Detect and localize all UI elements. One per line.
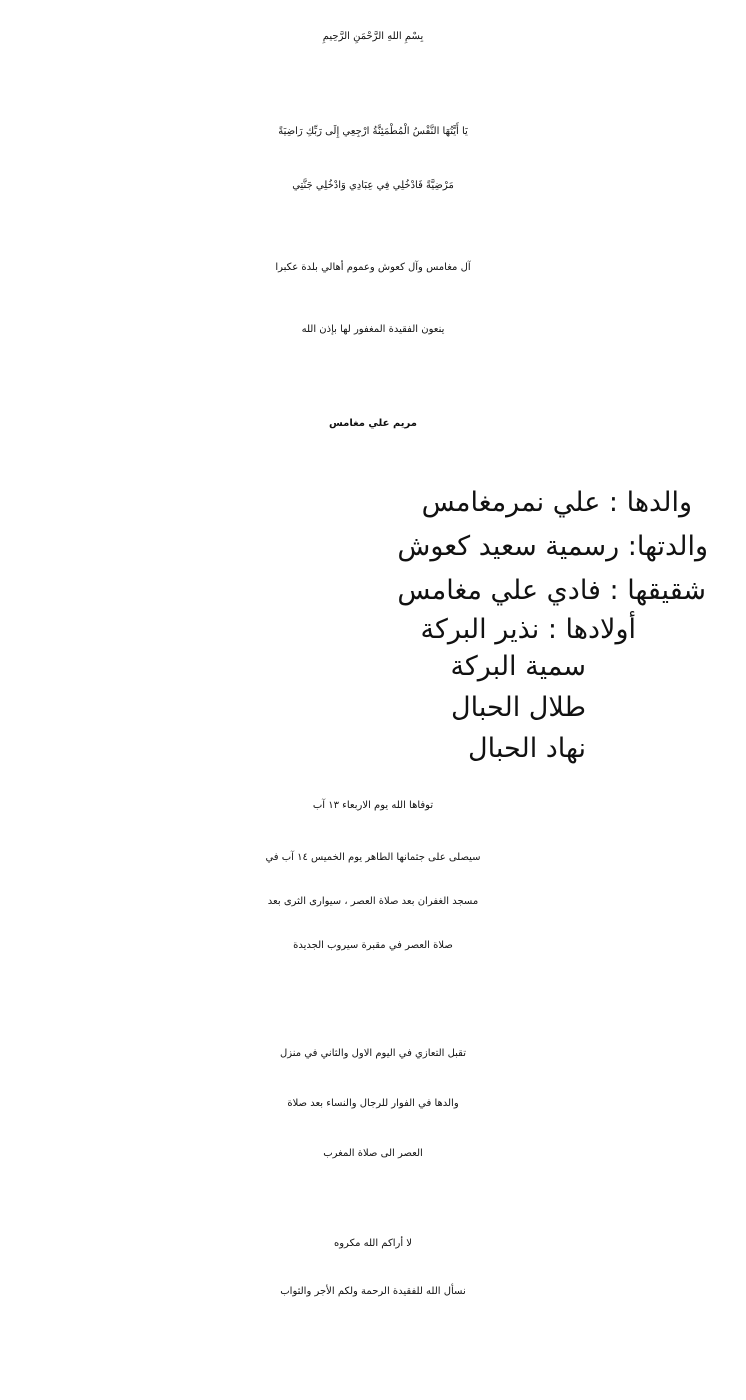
condolences-line-3: العصر الى صلاة المغرب	[323, 1148, 423, 1159]
closing-prayer-line-1: لا أراكم الله مكروه	[333, 1238, 412, 1249]
relative-child: سمية البركة	[450, 651, 586, 682]
relative-children: أولادها : نذير البركة	[420, 614, 636, 645]
closing-prayer-line-2: نسأل الله للفقيدة الرحمة ولكم الأجر والثواب	[280, 1286, 466, 1297]
basmala-heading: بِسْمِ اللهِ الرَّحْمَنِ الرَّحِيمِ	[322, 31, 424, 42]
families-announcement: آل مغامس وآل كعوش وعموم أهالي بلدة عكبرا	[275, 262, 471, 273]
quran-verse-line-1: يَا أَيَّتُهَا النَّفْسُ الْمُطْمَئِنَّةُ ارْجِعِي إِلَى رَبِّكِ رَاضِيَةً	[278, 126, 468, 137]
death-date: توفاها الله يوم الاربعاء ١٣ آب	[312, 800, 434, 811]
deceased-name: مريم علي مغامس	[329, 418, 417, 429]
quran-verse-line-2: مَرْضِيَّةً فَادْخُلِي فِي عِبَادِي وَادْخُلِي جَنَّتِي	[292, 180, 454, 191]
burial-details: صلاة العصر في مقبرة سيروب الجديدة	[293, 940, 453, 951]
condolences-line-1: تقبل التعازي في اليوم الاول والثاني في منزل	[279, 1048, 467, 1059]
funeral-prayer-line-1: سيصلى على جثمانها الطاهر يوم الخميس ١٤ آب في	[265, 852, 481, 863]
relative-child: طلال الحبال	[451, 692, 586, 723]
funeral-prayer-line-2: مسجد الغفران بعد صلاة العصر ، سيوارى الثرى بعد	[267, 896, 479, 907]
relative-brother: شقيقها : فادي علي مغامس	[397, 575, 706, 606]
relative-father: والدها : علي نمرمغامس	[421, 487, 692, 518]
condolences-line-2: والدها في الفوار للرجال والنساء بعد صلاة	[287, 1098, 459, 1109]
mourning-announcement: ينعون الفقيدة المغفور لها بإذن الله	[301, 324, 445, 335]
relative-mother: والدتها: رسمية سعيد كعوش	[397, 531, 708, 562]
relative-child: نهاد الحبال	[468, 733, 586, 764]
